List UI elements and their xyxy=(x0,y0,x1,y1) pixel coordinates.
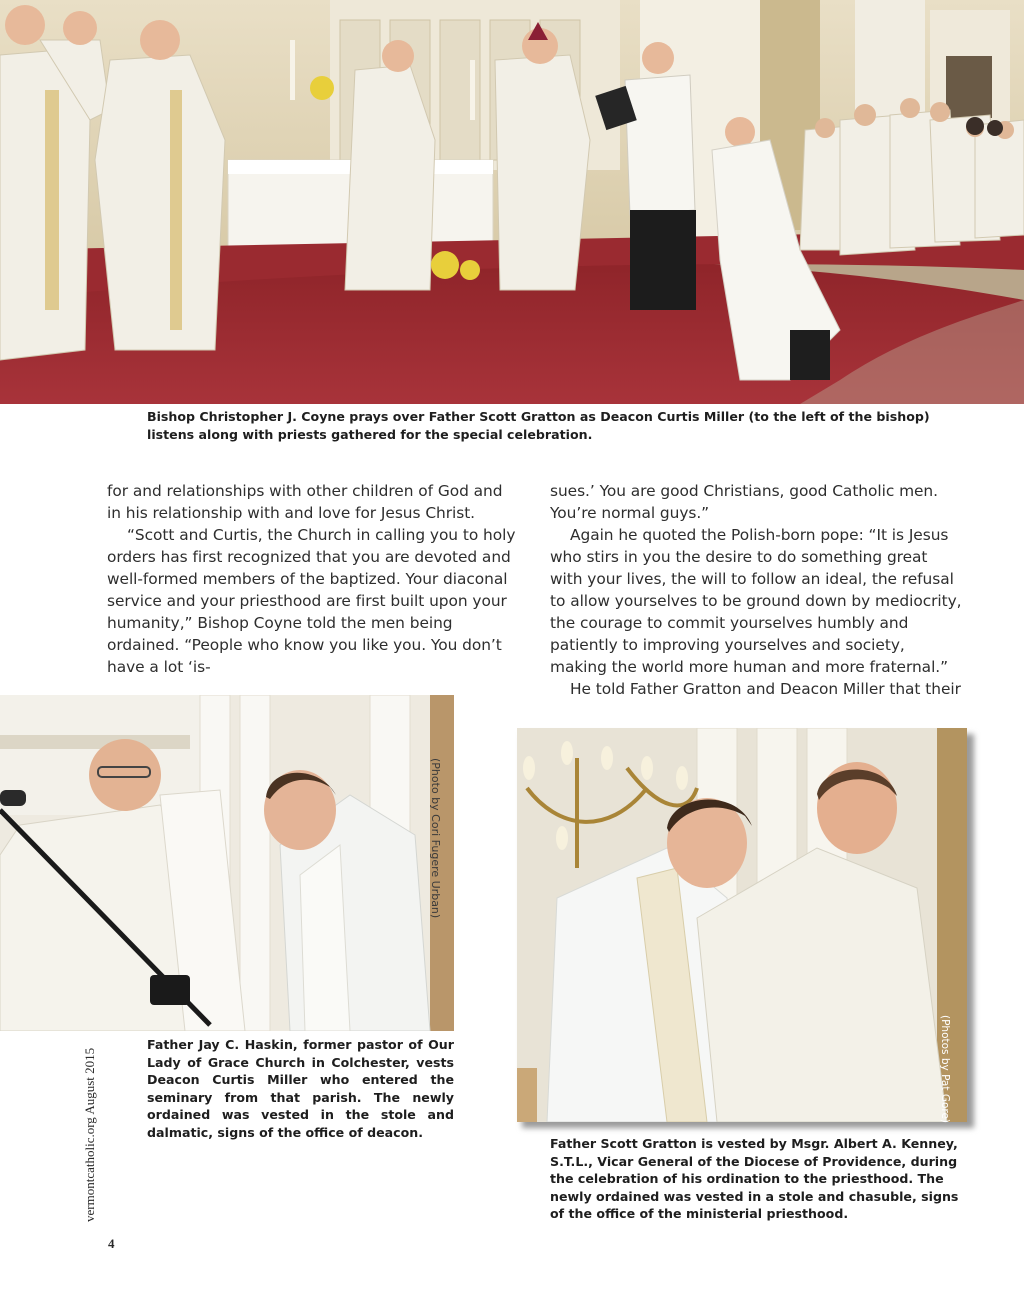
article-paragraph: sues.’ You are good Christians, good Catholic men. You’re normal guys.” xyxy=(550,482,938,522)
vesting-priest-photo xyxy=(517,728,967,1122)
ordination-hero-photo xyxy=(0,0,1024,404)
article-column-right xyxy=(550,480,962,700)
article-paragraph: He told Father Gratton and Deacon Miller that their xyxy=(570,680,961,698)
article-paragraph: Again he quoted the Polish-born pope: “It is Jesus who stirs in you the desire to do something great with your lives, the will to follow an ideal, the refusal to allow yourselves to be ground down by mediocrity, the courage to commit yourselves humbly and patiently to improving yourselves and society, making the world more human and more fraternal.” xyxy=(550,526,962,676)
vesting-deacon-photo xyxy=(0,695,454,1031)
vesting-deacon-caption: Father Jay C. Haskin, former pastor of Our Lady of Grace Church in Colchester, vests Deacon Curtis Miller who entered the seminary from that parish. The newly ordained was vested in the stole and dalmatic, signs of the office of deacon. xyxy=(147,1037,454,1140)
vesting-priest-caption: Father Scott Gratton is vested by Msgr. Albert A. Kenney, S.T.L., Vicar General of the Diocese of Providence, during the celebration of his ordination to the priesthood. The newly ordained was vested in a stole and chasuble, signs of the office of the ministerial priesthood. xyxy=(550,1136,959,1221)
photo-credit: (Photo by Cori Fugere Urban) xyxy=(429,758,442,919)
article-column-left xyxy=(107,480,519,678)
page-number: 4 xyxy=(108,1236,115,1251)
article-paragraph: for and relationships with other children of God and in his relationship with and love for Jesus Christ. xyxy=(107,482,503,522)
article-paragraph: “Scott and Curtis, the Church in calling you to holy orders has first recognized that you are devoted and well-formed members of the baptized. Your diaconal service and your priesthood are first built upon your humanity,” Bishop Coyne told the men being ordained. “People who know you like you. You don’t have a lot ‘is- xyxy=(107,526,516,676)
publication-footer: vermontcatholic.org August 2015 xyxy=(82,1047,97,1222)
photo-credit: (Photos by Pat Gore) xyxy=(939,1015,951,1124)
top-photo-caption: Bishop Christopher J. Coyne prays over Father Scott Gratton as Deacon Curtis Miller (to the left of the bishop) listens along with priests gathered for the special celebration. xyxy=(147,409,930,442)
